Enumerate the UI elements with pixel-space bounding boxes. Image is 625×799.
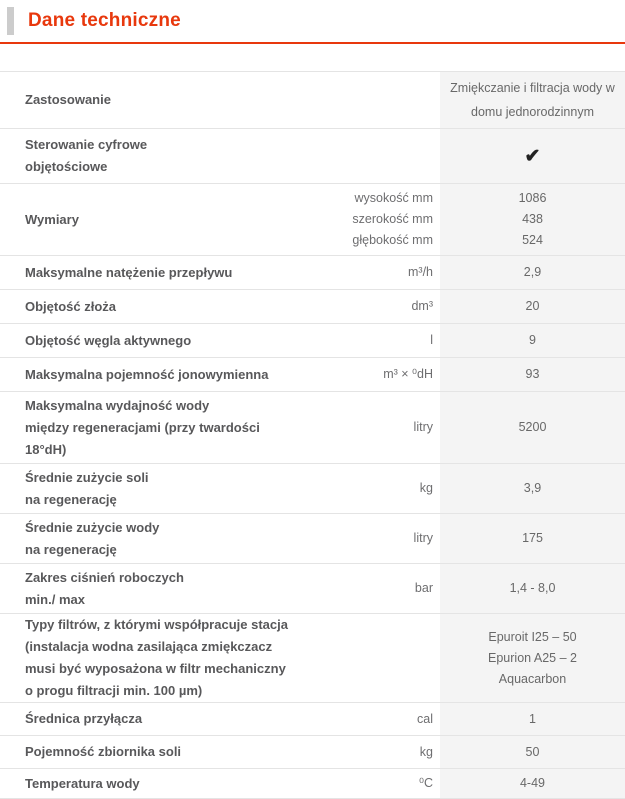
spec-label bbox=[0, 517, 340, 561]
spec-value-line: Aquacarbon bbox=[498, 671, 567, 686]
spec-value bbox=[440, 703, 625, 735]
spec-unit bbox=[340, 478, 440, 499]
spec-unit-line: m³ × ⁰dH bbox=[383, 367, 433, 381]
spec-label-line: Maksymalna pojemność jonowymienna bbox=[25, 366, 269, 382]
spec-label bbox=[0, 330, 340, 352]
spec-value-line: Epurion A25 – 2 bbox=[488, 650, 577, 665]
spec-unit-line: ⁰C bbox=[418, 776, 433, 790]
spec-value bbox=[440, 324, 625, 357]
header-accent-bar bbox=[7, 7, 14, 35]
spec-unit-line: głębokość mm bbox=[352, 233, 433, 247]
table-row bbox=[0, 735, 625, 768]
spec-label-line: o progu filtracji min. 100 µm) bbox=[25, 683, 203, 698]
spec-value-line: 3,9 bbox=[523, 481, 542, 495]
spec-value bbox=[440, 464, 625, 513]
spec-unit-line: kg bbox=[419, 481, 433, 495]
spec-unit-line: l bbox=[430, 333, 433, 347]
spec-label-line: Średnica przyłącza bbox=[25, 711, 143, 726]
spec-unit bbox=[340, 188, 440, 251]
spec-unit-line: kg bbox=[419, 744, 433, 759]
spec-value-line: domu jednorodzinnym bbox=[471, 105, 594, 119]
spec-label-line: Objętość węgla aktywnego bbox=[25, 332, 192, 348]
table-row bbox=[0, 255, 625, 289]
spec-unit-line: litry bbox=[413, 420, 433, 434]
spec-unit bbox=[340, 417, 440, 438]
spec-value bbox=[440, 564, 625, 613]
spec-label-line: Zastosowanie bbox=[25, 92, 111, 107]
spec-label bbox=[0, 567, 340, 611]
spec-value-line: 5200 bbox=[518, 420, 547, 434]
spec-unit bbox=[340, 330, 440, 351]
spec-label-line: Objętość złoża bbox=[25, 298, 117, 314]
spec-label-line: 18°dH) bbox=[25, 441, 67, 457]
spec-value bbox=[440, 72, 625, 128]
spec-label bbox=[0, 364, 340, 386]
table-row bbox=[0, 613, 625, 702]
spec-label-line: Pojemność zbiornika soli bbox=[25, 744, 182, 759]
spec-value-line: 1086 bbox=[518, 191, 547, 205]
spec-label-line: Sterowanie cyfrowe bbox=[25, 137, 148, 152]
spec-unit bbox=[340, 578, 440, 599]
spec-unit bbox=[340, 262, 440, 283]
spec-unit-line: m³/h bbox=[408, 265, 433, 279]
page-header bbox=[0, 0, 625, 37]
spec-unit bbox=[340, 528, 440, 549]
spec-label bbox=[0, 262, 340, 284]
spec-label bbox=[0, 89, 340, 111]
header-divider bbox=[0, 42, 625, 44]
spec-label-line: Temperatura wody bbox=[25, 775, 140, 791]
spec-label-line: (instalacja wodna zasilająca zmiękczacz bbox=[25, 639, 273, 654]
spec-unit-line: litry bbox=[413, 531, 433, 545]
spec-label-line: musi być wyposażona w filtr mechaniczny bbox=[25, 661, 286, 676]
check-icon: ✔ bbox=[524, 145, 541, 167]
table-row bbox=[0, 702, 625, 735]
spec-unit-line: bar bbox=[414, 581, 433, 595]
spec-label-line: objętościowe bbox=[25, 159, 108, 174]
spec-value bbox=[440, 290, 625, 323]
spec-value-line: 524 bbox=[522, 233, 543, 247]
spec-label bbox=[0, 467, 340, 511]
spec-value-line: 1,4 - 8,0 bbox=[509, 581, 556, 595]
table-row bbox=[0, 183, 625, 255]
spec-value bbox=[440, 358, 625, 391]
spec-label bbox=[0, 209, 340, 231]
table-row bbox=[0, 289, 625, 323]
spec-unit-line: cal bbox=[417, 711, 433, 726]
table-row bbox=[0, 128, 625, 183]
spec-label bbox=[0, 395, 340, 461]
spec-value-line: 175 bbox=[522, 531, 543, 545]
spec-unit-line: szerokość mm bbox=[352, 212, 433, 226]
spec-value-line: 4-49 bbox=[519, 776, 546, 790]
page-title: Dane techniczne bbox=[28, 10, 181, 31]
spec-label-line: na regenerację bbox=[25, 541, 117, 557]
spec-value-line: 50 bbox=[525, 744, 540, 759]
spec-value bbox=[440, 256, 625, 289]
spec-value bbox=[440, 514, 625, 563]
spec-label bbox=[0, 134, 340, 178]
spec-label-line: Wymiary bbox=[25, 211, 79, 227]
spec-label bbox=[0, 708, 340, 730]
spec-value bbox=[440, 184, 625, 255]
spec-value bbox=[440, 392, 625, 463]
spec-unit bbox=[340, 296, 440, 317]
spec-value bbox=[440, 129, 625, 183]
table-row bbox=[0, 357, 625, 391]
spec-value-line: 20 bbox=[525, 299, 540, 313]
spec-value-line: Zmiękczanie i filtracja wody w bbox=[450, 81, 615, 95]
table-row bbox=[0, 323, 625, 357]
spec-label-line: Średnie zużycie wody bbox=[25, 519, 160, 535]
spec-unit-line: wysokość mm bbox=[354, 191, 433, 205]
spec-label bbox=[0, 296, 340, 318]
spec-label bbox=[0, 741, 340, 763]
table-row bbox=[0, 513, 625, 563]
spec-label-line: między regeneracjami (przy twardości bbox=[25, 419, 260, 435]
table-row bbox=[0, 391, 625, 463]
spec-value-line: Epuroit I25 – 50 bbox=[488, 629, 577, 644]
spec-value-line: 438 bbox=[522, 212, 543, 226]
spec-value-line: 1 bbox=[529, 711, 536, 726]
spec-label-line: na regenerację bbox=[25, 491, 117, 507]
spec-label-line: Średnie zużycie soli bbox=[25, 469, 149, 485]
spec-value-line: 93 bbox=[525, 367, 540, 381]
spec-label-line: min./ max bbox=[25, 591, 85, 607]
spec-label-line: Typy filtrów, z którymi współpracuje stacja bbox=[25, 617, 288, 632]
spec-unit bbox=[340, 364, 440, 385]
table-row bbox=[0, 71, 625, 128]
spec-label-line: Maksymalna wydajność wody bbox=[25, 397, 210, 413]
spec-unit bbox=[340, 709, 440, 730]
spec-unit bbox=[340, 742, 440, 763]
spec-label bbox=[0, 614, 340, 702]
spec-value bbox=[440, 736, 625, 768]
table-row bbox=[0, 463, 625, 513]
spec-value-line: 2,9 bbox=[523, 265, 542, 279]
table-row bbox=[0, 563, 625, 613]
spec-unit-line: dm³ bbox=[411, 299, 433, 313]
spec-label-line: Maksymalne natężenie przepływu bbox=[25, 264, 233, 280]
spec-label-line: Zakres ciśnień roboczych bbox=[25, 569, 184, 585]
spec-value-line: 9 bbox=[529, 333, 536, 347]
spec-table bbox=[0, 71, 625, 799]
spec-value bbox=[440, 614, 625, 702]
